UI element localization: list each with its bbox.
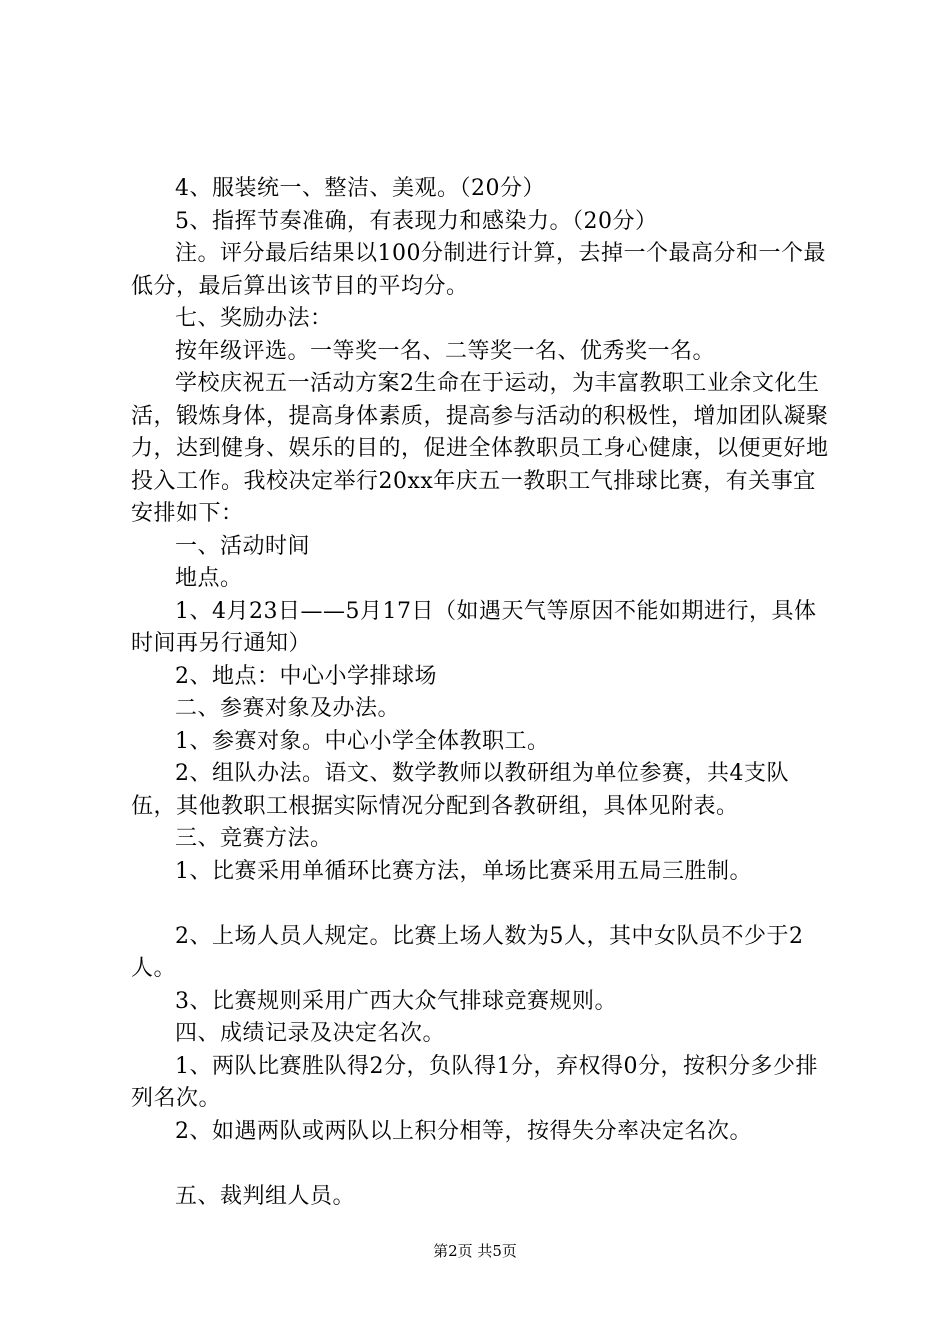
page-number-footer: 第2页 共5页 <box>433 1242 517 1260</box>
paragraph: 2、地点：中心小学排球场 <box>175 663 437 689</box>
blank-line <box>131 1148 831 1181</box>
paragraph: 五、裁判组人员。 <box>175 1183 356 1209</box>
paragraph: 一、活动时间 <box>175 533 311 559</box>
paragraph: 1、参赛对象。中心小学全体教职工。 <box>175 728 550 754</box>
paragraph: 4、服装统一、整洁、美观。（20分） <box>175 176 545 201</box>
blank-line <box>131 888 831 921</box>
paragraph: 1、比赛采用单循环比赛方法，单场比赛采用五局三胜制。 <box>175 858 752 884</box>
document-body <box>131 173 831 1213</box>
paragraph: 注。评分最后结果以100分制进行计算，去掉一个最高分和一个最低分，最后算出该节目的平均分。 <box>131 241 826 299</box>
paragraph: 按年级评选。一等奖一名、二等奖一名、优秀奖一名。 <box>175 338 716 364</box>
paragraph: 三、竞赛方法。 <box>175 826 333 851</box>
paragraph: 2、组队办法。语文、数学教师以教研组为单位参赛，共4支队伍，其他教职工根据实际情况分配到各教研组，具体见附表。 <box>131 761 789 819</box>
paragraph: 1、4月23日——5月17日（如遇天气等原因不能如期进行，具体时间再另行通知） <box>131 598 817 656</box>
paragraph: 二、参赛对象及办法。 <box>175 696 401 721</box>
paragraph: 1、两队比赛胜队得2分，负队得1分，弃权得0分，按积分多少排列名次。 <box>131 1053 818 1111</box>
paragraph: 学校庆祝五一活动方案2生命在于运动，为丰富教职工业余文化生活，锻炼身体，提高身体素质，提高参与活动的积极性，增加团队凝聚力，达到健身、娱乐的目的，促进全体教职员工身心健康，以便更好地投入工作。我校决定举行20xx年庆五一教职工气排球比赛，有关事宜安排如下： <box>131 371 829 526</box>
paragraph: 七、奖励办法： <box>175 306 333 331</box>
paragraph: 地点。 <box>175 566 243 591</box>
paragraph: 2、如遇两队或两队以上积分相等，按得失分率决定名次。 <box>175 1118 752 1144</box>
paragraph: 5、指挥节奏准确，有表现力和感染力。（20分） <box>175 208 658 234</box>
paragraph: 四、成绩记录及决定名次。 <box>175 1021 446 1046</box>
paragraph: 3、比赛规则采用广西大众气排球竞赛规则。 <box>175 988 617 1014</box>
paragraph: 2、上场人员人规定。比赛上场人数为5人，其中女队员不少于2人。 <box>131 923 804 981</box>
